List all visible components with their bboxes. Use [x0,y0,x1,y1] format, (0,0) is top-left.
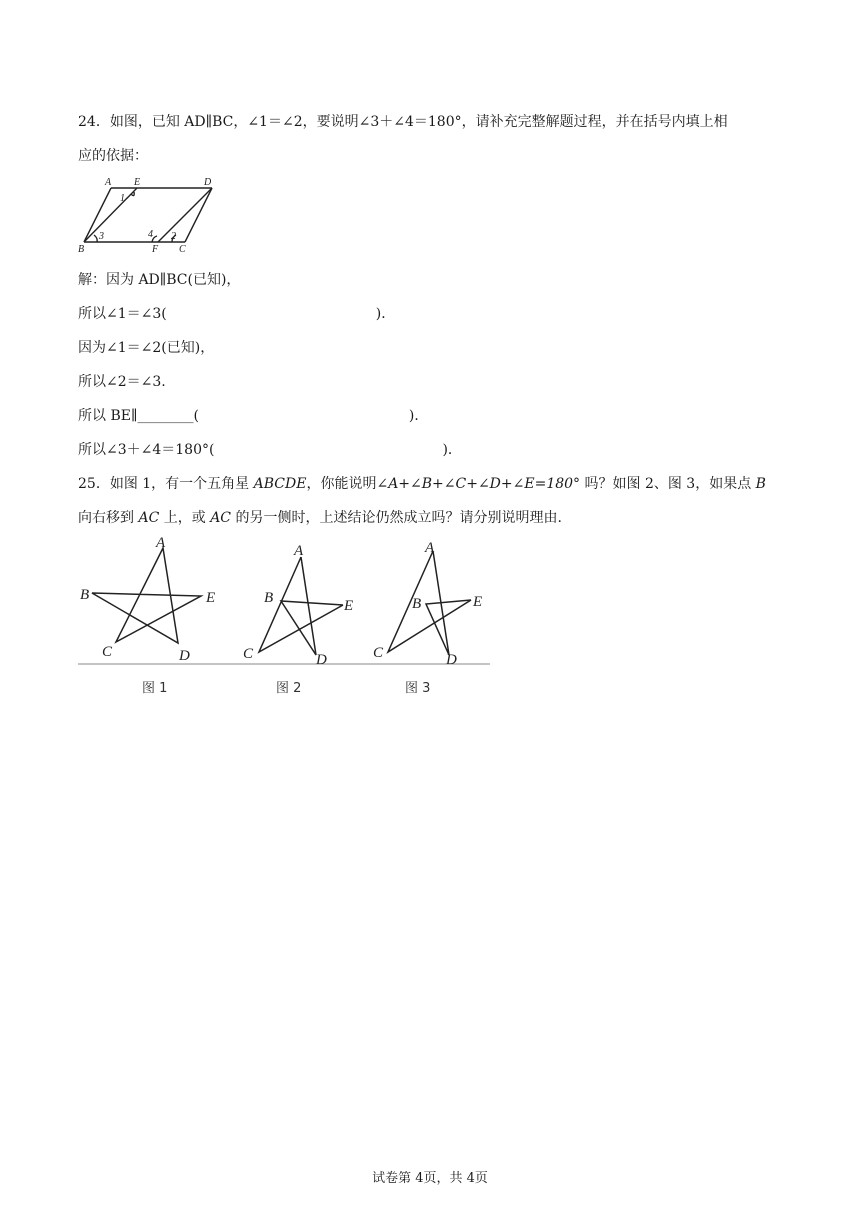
label-A: A [105,177,112,188]
q25-text: 上，或 [159,510,211,526]
fig3-label-C: C [373,645,384,661]
q25-star-name: ABCDE [253,476,307,492]
fig3-label-D: D [446,652,457,668]
q24-step-2 [78,304,395,324]
q25-text: 吗？如图 2、图 3，如果点 [580,476,756,492]
fig2-label-C: C [243,646,254,662]
fig1-label-A: A [156,535,166,551]
answer-blank-line[interactable]: ________ [137,408,194,424]
q25-text: 的另一侧时，上述结论仍然成立吗？请分别说明理由. [231,510,562,526]
step-5-mid: ( [193,408,199,424]
fig3-label-B: B [412,596,422,612]
q25-point-b: B [755,476,766,492]
fig3-label-E: E [473,594,483,610]
q25-prompt-line2 [78,508,562,528]
angle-label-2: 2 [171,231,176,242]
step-5-prefix: 所以 BE∥ [78,408,138,424]
figure-1-caption: 图 1 [142,681,168,696]
figure-3-caption: 图 3 [405,681,431,696]
fig2-label-E: E [344,598,354,614]
label-D: D [204,177,212,188]
figure-3-path-ebda [426,551,471,655]
fig2-label-A: A [294,543,304,559]
fig1-label-D: D [179,648,190,664]
q25-text: 25．如图 1，有一个五角星 [78,476,254,492]
label-C: C [179,244,186,254]
q25-segment-ac: AC [138,510,160,526]
step-5-suffix: )． [408,408,429,424]
step-6-prefix: 所以∠3＋∠4＝180°( [78,442,215,458]
q25-prompt-line1 [78,474,766,494]
q24-step-4: 所以∠2＝∠3. [78,374,166,390]
q25-text: ，你能说明∠ [306,476,389,492]
q24-step-6 [78,440,462,460]
q24-step-3: 因为∠1＝∠2(已知)， [78,340,215,356]
q24-parallelogram-figure [78,174,218,254]
figure-2-path-ebda [281,557,343,655]
label-F: F [152,244,159,254]
step-2-prefix: 所以∠1＝∠3( [78,306,167,322]
q25-text: 向右移到 [78,510,139,526]
label-E: E [134,177,141,188]
step-2-suffix: )． [375,306,396,322]
fig1-label-B: B [80,587,90,603]
q25-figures [76,530,492,670]
angle-label-4: 4 [148,229,153,240]
fig1-label-C: C [102,644,113,660]
fig1-label-E: E [206,590,216,606]
angle-label-3: 3 [99,231,104,242]
q24-step-1: 解：因为 AD∥BC(已知)， [78,272,241,288]
q24-step-5 [78,406,428,426]
q25-segment-ac: AC [210,510,232,526]
fig2-label-D: D [316,652,327,668]
q24-prompt-line2: 应的依据： [78,148,148,164]
q24-prompt-line1: 24．如图，已知 AD∥BC，∠1＝∠2，要说明∠3＋∠4＝180°，请补充完整解题过程，并在括号内填上相 [78,114,728,130]
step-6-suffix: )． [442,442,462,458]
angle-label-1: 1 [120,193,125,204]
star-figure-1 [92,548,201,643]
page-footer: 试卷第 4页，共 4页 [372,1171,488,1186]
fig3-label-A: A [425,540,435,556]
q25-formula: A+∠B+∠C+∠D+∠E=180° [388,476,581,492]
fig2-label-B: B [264,590,274,606]
figure-2-caption: 图 2 [276,681,302,696]
label-B: B [78,244,85,254]
